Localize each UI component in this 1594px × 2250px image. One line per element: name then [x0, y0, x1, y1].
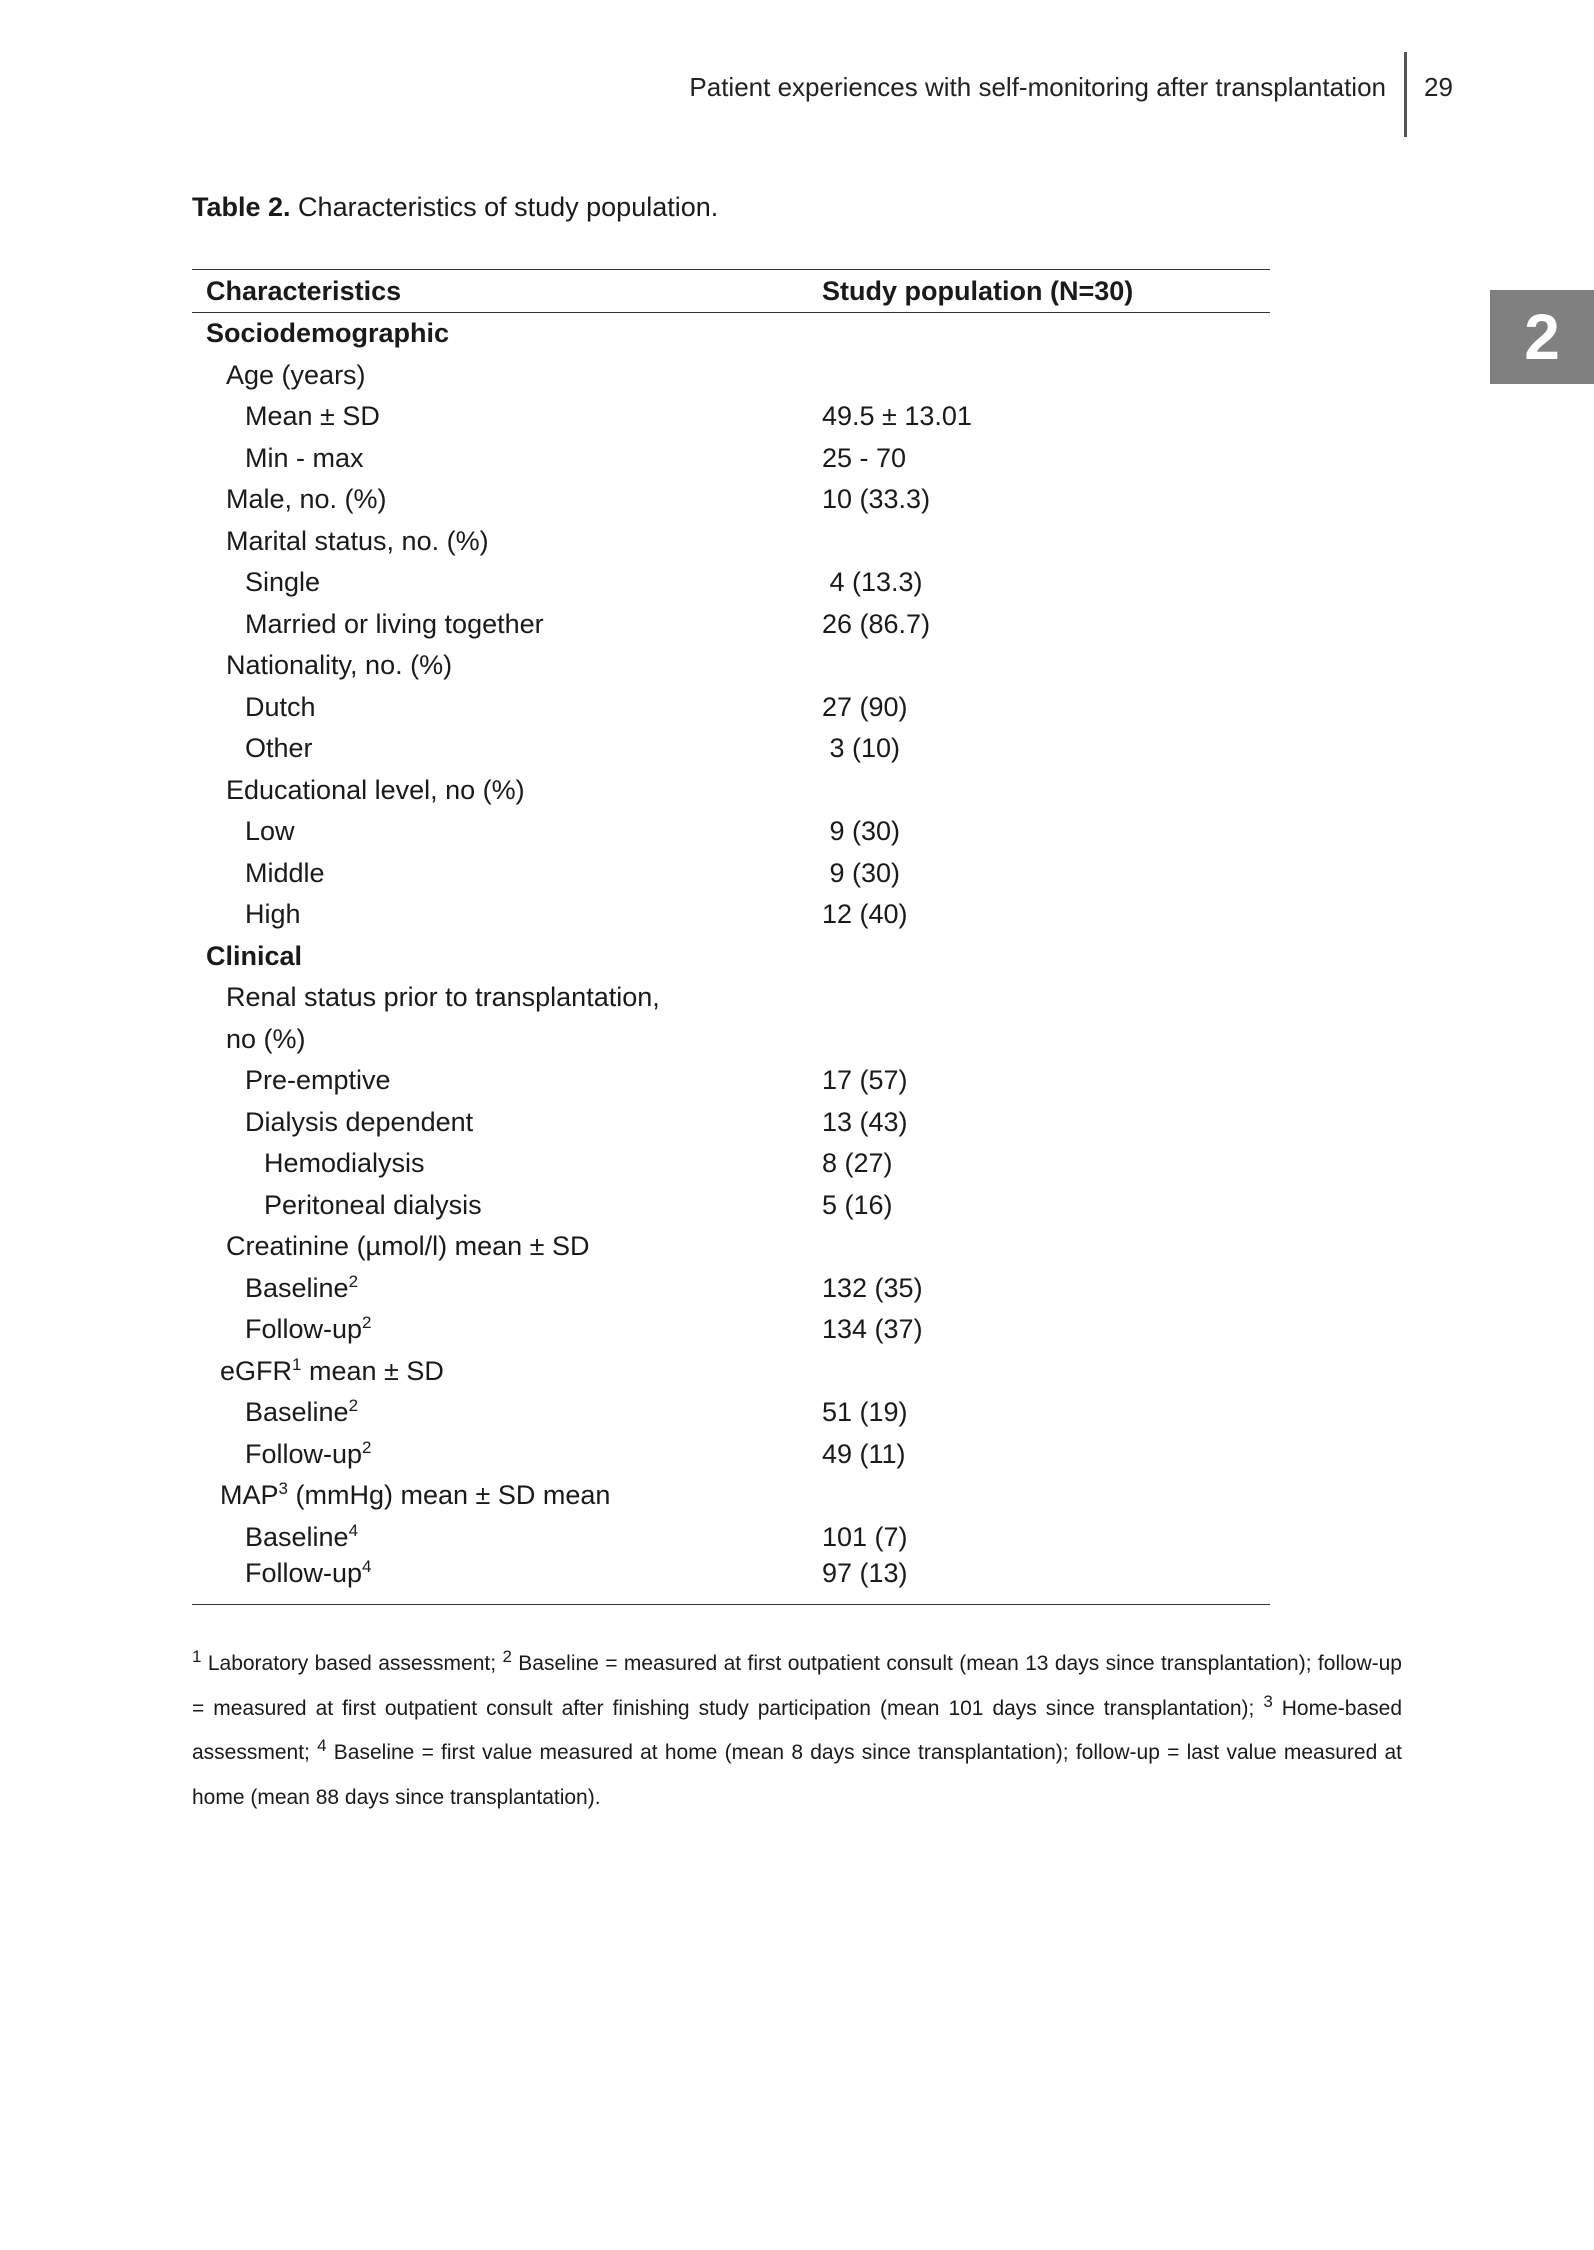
table-caption — [192, 192, 718, 223]
row-value: 10 (33.3) — [822, 484, 931, 515]
characteristics-table — [192, 269, 1270, 1605]
table-caption-label: Table 2. — [192, 192, 291, 222]
footnote-marker: 2 — [348, 1396, 359, 1416]
table-row — [192, 1475, 1270, 1517]
row-label-text: Follow-up — [245, 1438, 363, 1469]
row-label: High — [245, 899, 301, 930]
page-number: 29 — [1424, 72, 1453, 102]
row-label: Age (years) — [226, 359, 366, 390]
footnote-marker: 4 — [317, 1736, 327, 1755]
row-value: 25 - 70 — [822, 442, 907, 473]
row-value: 17 (57) — [822, 1065, 908, 1096]
table-row — [192, 438, 1270, 480]
row-value — [822, 355, 1270, 397]
column-header-characteristics: Characteristics — [192, 270, 822, 313]
row-label: Renal status prior to transplantation, — [226, 982, 660, 1013]
row-value: 101 (7) — [822, 1521, 908, 1552]
row-label: Single — [245, 567, 321, 598]
row-label — [192, 1558, 822, 1605]
column-header-study-population: Study population (N=30) — [822, 270, 1270, 313]
row-value: 49 (11) — [822, 1438, 906, 1469]
table-row — [192, 1351, 1270, 1393]
row-value: 49.5 ± 13.01 — [822, 401, 972, 432]
table-row — [192, 562, 1270, 604]
row-value — [822, 1351, 1270, 1393]
row-value: 9 (30) — [822, 857, 901, 888]
table-row — [192, 728, 1270, 770]
row-label: Sociodemographic — [206, 318, 450, 349]
running-header-title: Patient experiences with self-monitoring after transplantation — [689, 72, 1386, 102]
footnote-text: Laboratory based assessment; — [201, 1652, 503, 1675]
row-label: Educational level, no (%) — [226, 774, 525, 805]
table-row — [192, 479, 1270, 521]
row-label: Other — [245, 733, 313, 764]
row-value: 5 (16) — [822, 1189, 893, 1220]
row-value — [822, 936, 1270, 978]
row-value — [822, 645, 1270, 687]
row-label: Middle — [245, 857, 325, 888]
row-label — [192, 1517, 822, 1559]
row-label: Min - max — [245, 442, 364, 473]
table-row — [192, 687, 1270, 729]
row-value — [822, 1226, 1270, 1268]
row-value — [822, 770, 1270, 812]
table-row — [192, 1185, 1270, 1227]
table-row — [192, 396, 1270, 438]
row-label: Dialysis dependent — [245, 1106, 474, 1137]
footnote-text: Home-based assessment; — [192, 1696, 1402, 1764]
footnote-marker: 2 — [348, 1271, 359, 1291]
row-label — [192, 1475, 822, 1517]
row-label-text: MAP — [220, 1480, 279, 1511]
row-value — [822, 313, 1270, 355]
table-row — [192, 1434, 1270, 1476]
row-label: Male, no. (%) — [226, 484, 387, 515]
row-label-suffix: (mmHg) mean ± SD mean — [287, 1480, 611, 1511]
row-label: Married or living together — [245, 608, 544, 639]
row-label: Dutch — [245, 691, 316, 722]
row-label-text: Baseline — [245, 1397, 349, 1428]
row-value: 51 (19) — [822, 1397, 908, 1428]
footnote-marker: 2 — [362, 1437, 372, 1457]
row-value: 97 (13) — [822, 1558, 1270, 1605]
chapter-tab: 2 — [1490, 290, 1594, 384]
table-row — [192, 1558, 1270, 1605]
table-footnote — [192, 1642, 1402, 1820]
row-label — [192, 1268, 822, 1310]
table-row — [192, 1060, 1270, 1102]
table-row — [192, 604, 1270, 646]
table-row — [192, 853, 1270, 895]
row-label: Hemodialysis — [264, 1148, 425, 1179]
table-row — [192, 1143, 1270, 1185]
table-row — [192, 811, 1270, 853]
footnote-marker: 3 — [1263, 1691, 1273, 1711]
table-row — [192, 1019, 1270, 1061]
table-row — [192, 521, 1270, 563]
row-label: no (%) — [226, 1023, 306, 1054]
row-value: 8 (27) — [822, 1148, 893, 1179]
row-value: 27 (90) — [822, 691, 908, 722]
header-divider — [1404, 52, 1407, 137]
row-value: 9 (30) — [822, 816, 901, 847]
table-row — [192, 936, 1270, 978]
table-caption-text: Characteristics of study population. — [290, 192, 719, 222]
row-label: Nationality, no. (%) — [226, 650, 453, 681]
footnote-text: Baseline = measured at first outpatient consult (mean 13 days since transplantation); follow-up = measured at first outpatient consult after finishing study participation (mean 101 days since transplantation); — [192, 1652, 1402, 1720]
footnote-marker: 4 — [348, 1520, 359, 1540]
row-label: Low — [245, 816, 295, 847]
row-value — [822, 1019, 1270, 1061]
table-row — [192, 770, 1270, 812]
footnote-marker: 1 — [192, 1647, 202, 1666]
row-value — [822, 977, 1270, 1019]
row-label: Creatinine (µmol/l) mean ± SD — [226, 1231, 590, 1262]
table-row — [192, 1309, 1270, 1351]
table-row — [192, 1268, 1270, 1310]
table-row — [192, 1102, 1270, 1144]
row-value: 3 (10) — [822, 733, 901, 764]
table-row — [192, 1226, 1270, 1268]
row-value: 4 (13.3) — [822, 567, 923, 598]
row-value: 26 (86.7) — [822, 608, 931, 639]
row-label-text: Baseline — [245, 1272, 349, 1303]
row-value: 12 (40) — [822, 899, 908, 930]
footnote-marker: 3 — [278, 1479, 288, 1499]
footnote-marker: 2 — [502, 1647, 512, 1666]
row-label — [192, 1351, 822, 1393]
row-value: 134 (37) — [822, 1314, 923, 1345]
row-label-text: Follow-up — [245, 1314, 363, 1345]
row-label-text: eGFR — [220, 1355, 293, 1386]
row-label: Peritoneal dialysis — [264, 1189, 482, 1220]
footnote-marker: 4 — [362, 1557, 372, 1576]
row-label: Pre-emptive — [245, 1065, 391, 1096]
row-label-text: Baseline — [245, 1521, 349, 1552]
table-row — [192, 1517, 1270, 1559]
row-label: Clinical — [206, 940, 303, 971]
table-row — [192, 894, 1270, 936]
row-label — [192, 1434, 822, 1476]
footnote-marker: 2 — [362, 1313, 372, 1333]
row-value: 132 (35) — [822, 1272, 923, 1303]
row-label: Marital status, no. (%) — [226, 525, 489, 556]
row-value: 13 (43) — [822, 1106, 908, 1137]
table-row — [192, 977, 1270, 1019]
table-row — [192, 645, 1270, 687]
table-row — [192, 313, 1270, 355]
row-value — [822, 1475, 1270, 1517]
row-value — [822, 521, 1270, 563]
table-row — [192, 355, 1270, 397]
footnote-text: Baseline = first value measured at home (mean 8 days since transplantation); follow-up = last value measured at home (mean 88 days since transplantation). — [192, 1741, 1403, 1809]
row-label — [192, 1309, 822, 1351]
table-row — [192, 1392, 1270, 1434]
footnote-marker: 1 — [292, 1354, 302, 1374]
row-label-text: Follow-up — [245, 1558, 363, 1588]
row-label: Mean ± SD — [245, 401, 380, 432]
row-label — [192, 1392, 822, 1434]
row-label-suffix: mean ± SD — [301, 1355, 444, 1386]
table-header-row — [192, 270, 1270, 313]
